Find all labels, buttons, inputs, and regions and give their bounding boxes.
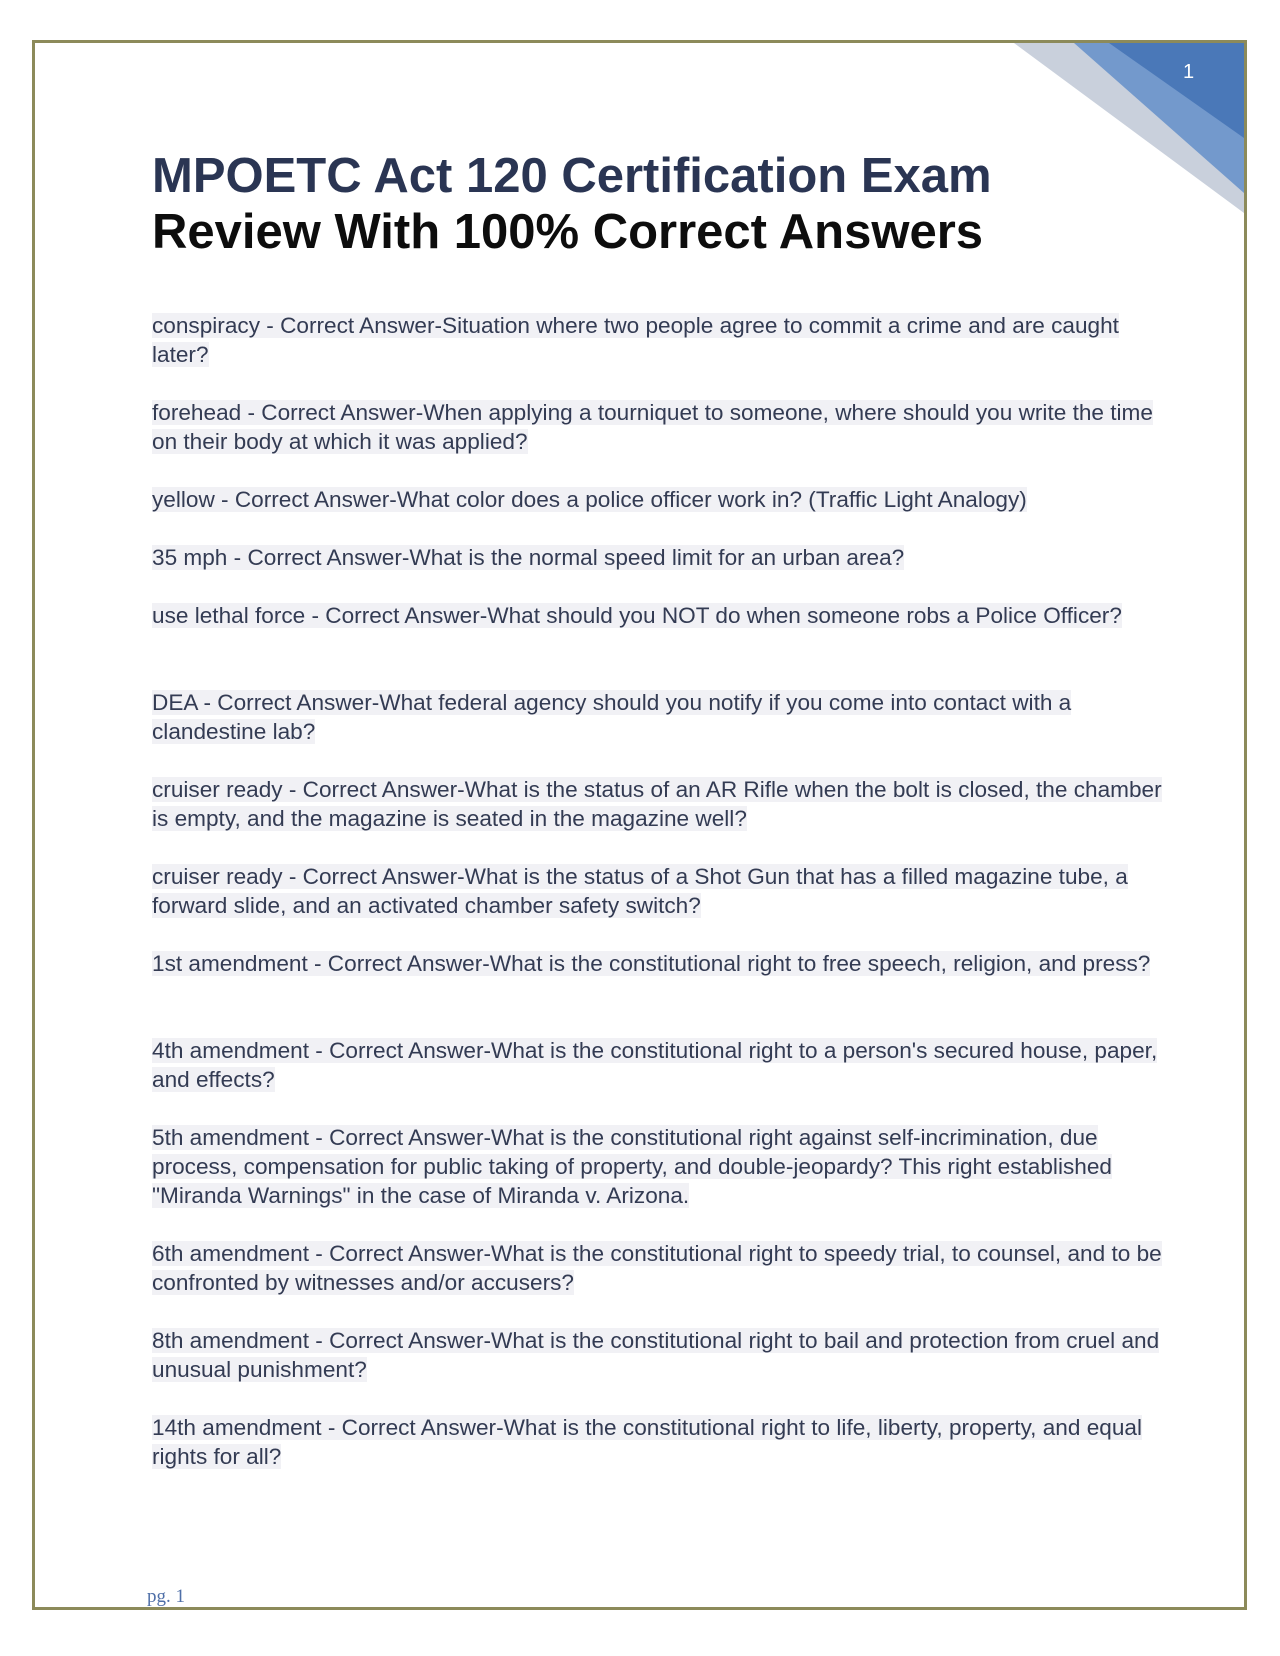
qa-item — [152, 1326, 1172, 1413]
qa-text: forehead - Correct Answer-When applying a tourniquet to someone, where should you write the time on their body at which it was applied? — [152, 400, 1153, 454]
title-line-2: Review With 100% Correct Answers — [152, 205, 984, 259]
page-number-top: 1 — [1183, 61, 1195, 83]
qa-item — [152, 398, 1172, 485]
qa-text: 5th amendment - Correct Answer-What is the constitutional right against self-incrimination, due process, compensation for public taking of property, and double-jeopardy? This right established "Miranda Warnings" in the case of Miranda v. Arizona. — [152, 1125, 1112, 1208]
qa-item — [152, 1123, 1172, 1239]
footer-page-number: pg. 1 — [147, 1586, 185, 1607]
qa-item — [152, 1413, 1172, 1500]
qa-item — [152, 485, 1172, 543]
qa-item — [152, 601, 1172, 688]
qa-text: 8th amendment - Correct Answer-What is the constitutional right to bail and protection from cruel and unusual punishment? — [152, 1328, 1160, 1382]
qa-text: DEA - Correct Answer-What federal agency should you notify if you come into contact with a clandestine lab? — [152, 690, 1072, 744]
qa-item — [152, 775, 1172, 862]
qa-item — [152, 862, 1172, 949]
qa-text: 1st amendment - Correct Answer-What is the constitutional right to free speech, religion, and press? — [152, 951, 1151, 976]
qa-text: yellow - Correct Answer-What color does a police officer work in? (Traffic Light Analogy) — [152, 487, 1027, 512]
document-title — [152, 148, 1152, 260]
qa-item — [152, 949, 1172, 1036]
qa-text: cruiser ready - Correct Answer-What is the status of an AR Rifle when the bolt is closed, the chamber is empty, and the magazine is seated in the magazine well? — [152, 777, 1162, 831]
title-line-1: MPOETC Act 120 Certification Exam — [152, 149, 992, 203]
qa-item — [152, 311, 1172, 398]
qa-text: 6th amendment - Correct Answer-What is the constitutional right to speedy trial, to counsel, and to be confronted by witnesses and/or accusers? — [152, 1241, 1162, 1295]
qa-text: conspiracy - Correct Answer-Situation where two people agree to commit a crime and are caught later? — [152, 313, 1119, 367]
qa-item — [152, 543, 1172, 601]
qa-text: cruiser ready - Correct Answer-What is the status of a Shot Gun that has a filled magazine tube, a forward slide, and an activated chamber safety switch? — [152, 864, 1128, 918]
page-border — [32, 40, 1247, 1610]
qa-text: 4th amendment - Correct Answer-What is the constitutional right to a person's secured house, paper, and effects? — [152, 1038, 1158, 1092]
qa-text: 35 mph - Correct Answer-What is the normal speed limit for an urban area? — [152, 545, 905, 570]
qa-list — [152, 311, 1172, 1500]
qa-item — [152, 1239, 1172, 1326]
qa-text: 14th amendment - Correct Answer-What is the constitutional right to life, liberty, property, and equal rights for all? — [152, 1415, 1142, 1469]
qa-item — [152, 1036, 1172, 1123]
qa-item — [152, 688, 1172, 775]
qa-text: use lethal force - Correct Answer-What should you NOT do when someone robs a Police Officer? — [152, 603, 1122, 628]
